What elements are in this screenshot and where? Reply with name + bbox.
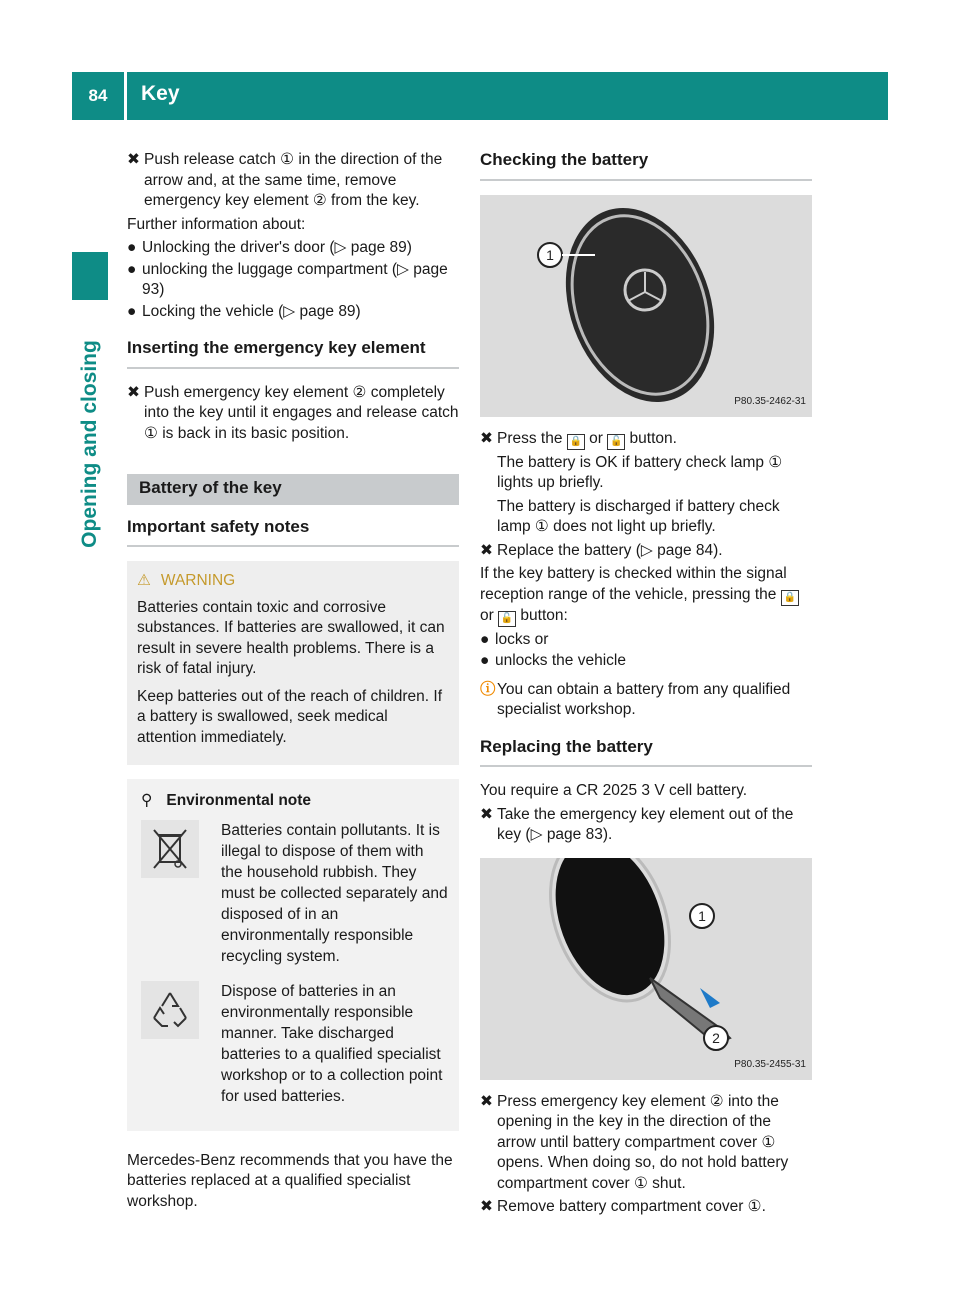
key-open-illustration <box>480 858 812 1080</box>
arrow-icon: ✖ <box>480 541 493 559</box>
chapter-title: Opening and closing <box>77 340 101 548</box>
unlock-button-icon: 🔓 <box>607 434 625 450</box>
step-press-button <box>480 429 812 450</box>
svg-text:2: 2 <box>712 1029 720 1046</box>
bullet-icon: ● <box>480 652 490 669</box>
key-photo-check <box>480 195 812 417</box>
info-text: You can obtain a battery from any qualified specialist workshop. <box>497 680 791 718</box>
check-ok-text: The battery is OK if battery check lamp ① lights up briefly. <box>497 453 783 491</box>
svg-text:1: 1 <box>698 907 706 924</box>
link-item[interactable]: ● Locking the vehicle (▷ page 89) <box>127 302 459 323</box>
environmental-note-box <box>127 779 459 1131</box>
page-number: 84 <box>88 86 108 105</box>
signal-range-text: If the key battery is checked within the signal reception range of the vehicle, pressing the 🔒 or 🔓 button: <box>480 564 812 627</box>
warning-title: ⚠ WARNING <box>137 572 236 589</box>
chapter-tab <box>72 252 108 300</box>
key-illustration <box>480 195 812 417</box>
step-remove-cover <box>480 1197 812 1218</box>
bullet-icon: ● <box>127 239 137 256</box>
step-release-catch <box>127 150 459 212</box>
environmental-note-title: ⚲ Environmental note <box>141 792 312 809</box>
step-replace <box>480 541 812 562</box>
step-text: Push emergency key element ② completely into the key until it engages and release catch ① is back in its basic position. <box>144 383 459 442</box>
link-item[interactable]: ● unlocking the luggage compartment (▷ page 93) <box>127 260 448 298</box>
crossed-bin-icon <box>141 820 199 878</box>
link-item[interactable]: ● Unlocking the driver's door (▷ page 89) <box>127 238 459 259</box>
svg-text:1: 1 <box>546 246 554 263</box>
recommendation-text: Mercedes-Benz recommends that you have the batteries replaced at a qualified specialist workshop. <box>127 1151 453 1210</box>
step-text[interactable]: Replace the battery (▷ page 84). <box>497 541 723 559</box>
page-title: Key <box>141 82 180 105</box>
bullet-icon: ● <box>480 630 490 648</box>
recycling-icon <box>141 981 199 1039</box>
step-text: Press the 🔒 or 🔓 button. <box>497 429 812 450</box>
step-push-key <box>127 383 459 445</box>
step-take-key <box>480 805 812 846</box>
battery-requirement: You require a CR 2025 3 V cell battery. <box>480 782 748 799</box>
warning-paragraph: Batteries contain toxic and corrosive substances. If batteries are swallowed, it can result in severe health problems. There is a risk of fatal injury. <box>137 598 445 677</box>
env-row <box>141 820 449 967</box>
info-icon: ⓘ <box>480 680 496 698</box>
step-text: Push release catch ① in the direction of the arrow and, at the same time, remove emergency key element ② from the key. <box>144 151 443 209</box>
unlock-button-icon: 🔓 <box>498 611 516 627</box>
bullet-icon: ● <box>127 260 137 278</box>
arrow-icon: ✖ <box>480 805 493 823</box>
further-info-label: Further information about: <box>127 215 306 233</box>
env-text: Dispose of batteries in an environmentally responsible manner. Take discharged batteries to a qualified specialist workshop or to a collection point for used batteries. <box>221 982 443 1105</box>
lock-button-icon: 🔒 <box>567 434 585 450</box>
lock-button-icon: 🔒 <box>781 590 799 606</box>
check-discharged-text: The battery is discharged if battery check lamp ① does not light up briefly. <box>497 497 780 535</box>
result-item: ● locks or <box>480 630 812 651</box>
arrow-icon: ✖ <box>127 151 140 168</box>
section-heading-battery: Battery of the key <box>127 474 459 505</box>
arrow-icon: ✖ <box>480 1092 493 1110</box>
header-bar <box>72 72 888 120</box>
right-column <box>480 150 812 1221</box>
step-press-key-element <box>480 1092 812 1195</box>
photo-code: P80.35-2462-31 <box>734 396 806 407</box>
section-heading-inserting: Inserting the emergency key element <box>127 338 459 369</box>
step-text[interactable]: Take the emergency key element out of the key (▷ page 83). <box>497 805 794 843</box>
left-column <box>127 150 459 1215</box>
info-note <box>480 680 812 721</box>
section-heading-replacing: Replacing the battery <box>480 737 812 768</box>
bullet-icon: ● <box>127 302 137 320</box>
warning-box <box>127 561 459 765</box>
step-text: Remove battery compartment cover ①. <box>497 1198 766 1215</box>
arrow-icon: ✖ <box>127 383 140 401</box>
photo-code: P80.35-2455-31 <box>734 1059 806 1070</box>
env-text: Batteries contain pollutants. It is illegal to dispose of them with the household rubbish. They must be collected separately and disposed of in an environmentally responsible recycling system. <box>221 821 448 965</box>
section-heading-safety: Important safety notes <box>127 517 459 548</box>
arrow-icon: ✖ <box>480 429 493 447</box>
env-row <box>141 981 449 1107</box>
header-divider <box>124 72 127 120</box>
lightbulb-icon: ⚲ <box>141 792 153 809</box>
arrow-icon: ✖ <box>480 1198 493 1215</box>
warning-paragraph: Keep batteries out of the reach of children. If a battery is swallowed, seek medical attention immediately. <box>137 687 443 746</box>
section-heading-checking: Checking the battery <box>480 150 812 181</box>
key-photo-replace <box>480 858 812 1080</box>
step-text: Press emergency key element ② into the opening in the key in the direction of the arrow until battery compartment cover ① opens. When doing so, do not hold battery compartment cover ① shut. <box>497 1092 789 1192</box>
result-item: ● unlocks the vehicle <box>480 651 812 672</box>
warning-triangle-icon: ⚠ <box>137 572 151 589</box>
